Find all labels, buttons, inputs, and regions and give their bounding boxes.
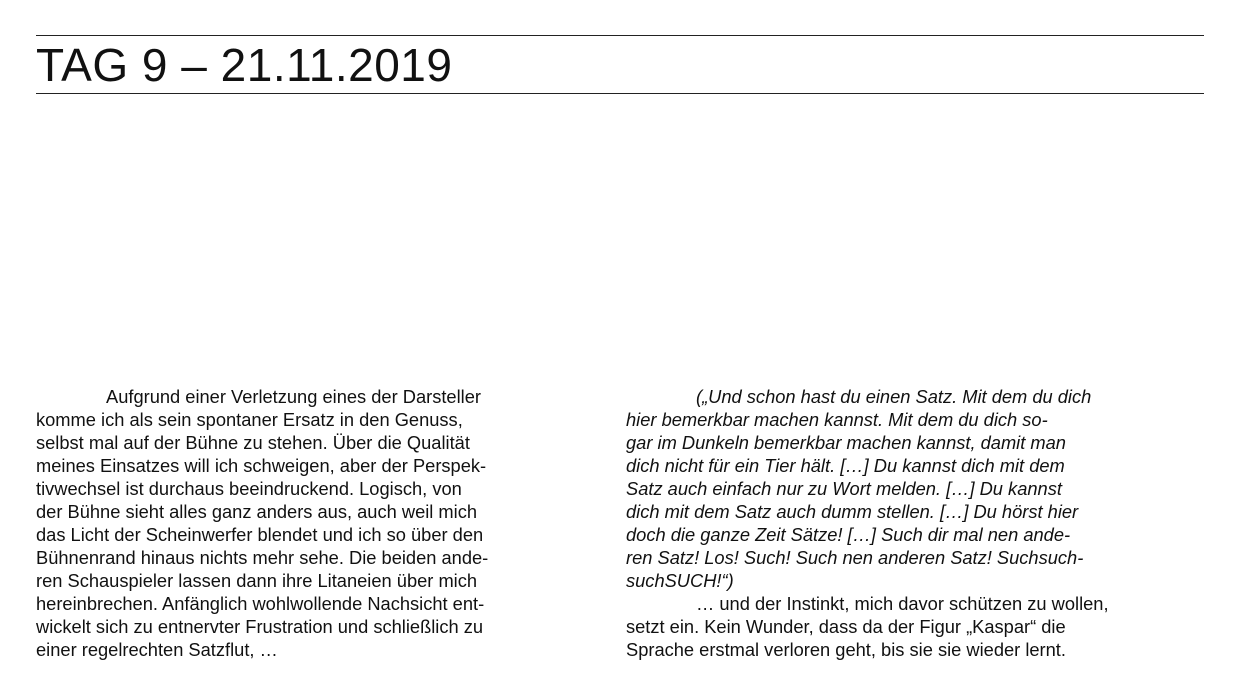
quote-line: ren Satz! Los! Such! Such nen anderen Satz! Suchsuch- [626,547,1084,568]
text-line: das Licht der Scheinwerfer blendet und ich so über den [36,524,484,545]
text-line: setzt ein. Kein Wunder, dass da der Figur „Kaspar“ die [626,616,1066,637]
quote-line: hier bemerkbar machen kannst. Mit dem du dich so- [626,409,1048,430]
text-line: selbst mal auf der Bühne zu stehen. Über die Qualität [36,432,470,453]
page-title: TAG 9 – 21.11.2019 [36,39,453,91]
text-line: komme ich als sein spontaner Ersatz in den Genuss, [36,409,463,430]
text-line: der Bühne sieht alles ganz anders aus, auch weil mich [36,501,478,522]
text-line: Aufgrund einer Verletzung eines der Darsteller [106,386,481,407]
text-line: einer regelrechten Satzflut, … [36,639,278,660]
header-rule-top [36,35,1204,36]
text-line: Sprache erstmal verloren geht, bis sie sie wieder lernt. [626,639,1066,660]
quote-line: gar im Dunkeln bemerkbar machen kannst, damit man [626,432,1066,453]
quote-line: („Und schon hast du einen Satz. Mit dem du dich [696,386,1092,407]
text-line: ren Schauspieler lassen dann ihre Litaneien über mich [36,570,478,591]
left-text-column [36,385,616,661]
header-rule-bottom [36,93,1204,94]
quote-line: suchSUCH!“) [626,570,734,591]
text-line: Bühnenrand hinaus nichts mehr sehe. Die beiden ande- [36,547,489,568]
quote-line: doch die ganze Zeit Sätze! […] Such dir mal nen ande- [626,524,1071,545]
text-line: wickelt sich zu entnervter Frustration und schließlich zu [36,616,484,637]
right-text-column [626,385,1206,661]
text-line: hereinbrechen. Anfänglich wohlwollende Nachsicht ent- [36,593,485,614]
text-line: … und der Instinkt, mich davor schützen zu wollen, [696,593,1109,614]
quote-line: dich nicht für ein Tier hält. […] Du kannst dich mit dem [626,455,1065,476]
text-line: meines Einsatzes will ich schweigen, aber der Perspek- [36,455,487,476]
quote-line: Satz auch einfach nur zu Wort melden. […] Du kannst [626,478,1062,499]
quote-line: dich mit dem Satz auch dumm stellen. […] Du hörst hier [626,501,1079,522]
text-line: tivwechsel ist durchaus beeindruckend. Logisch, von [36,478,462,499]
